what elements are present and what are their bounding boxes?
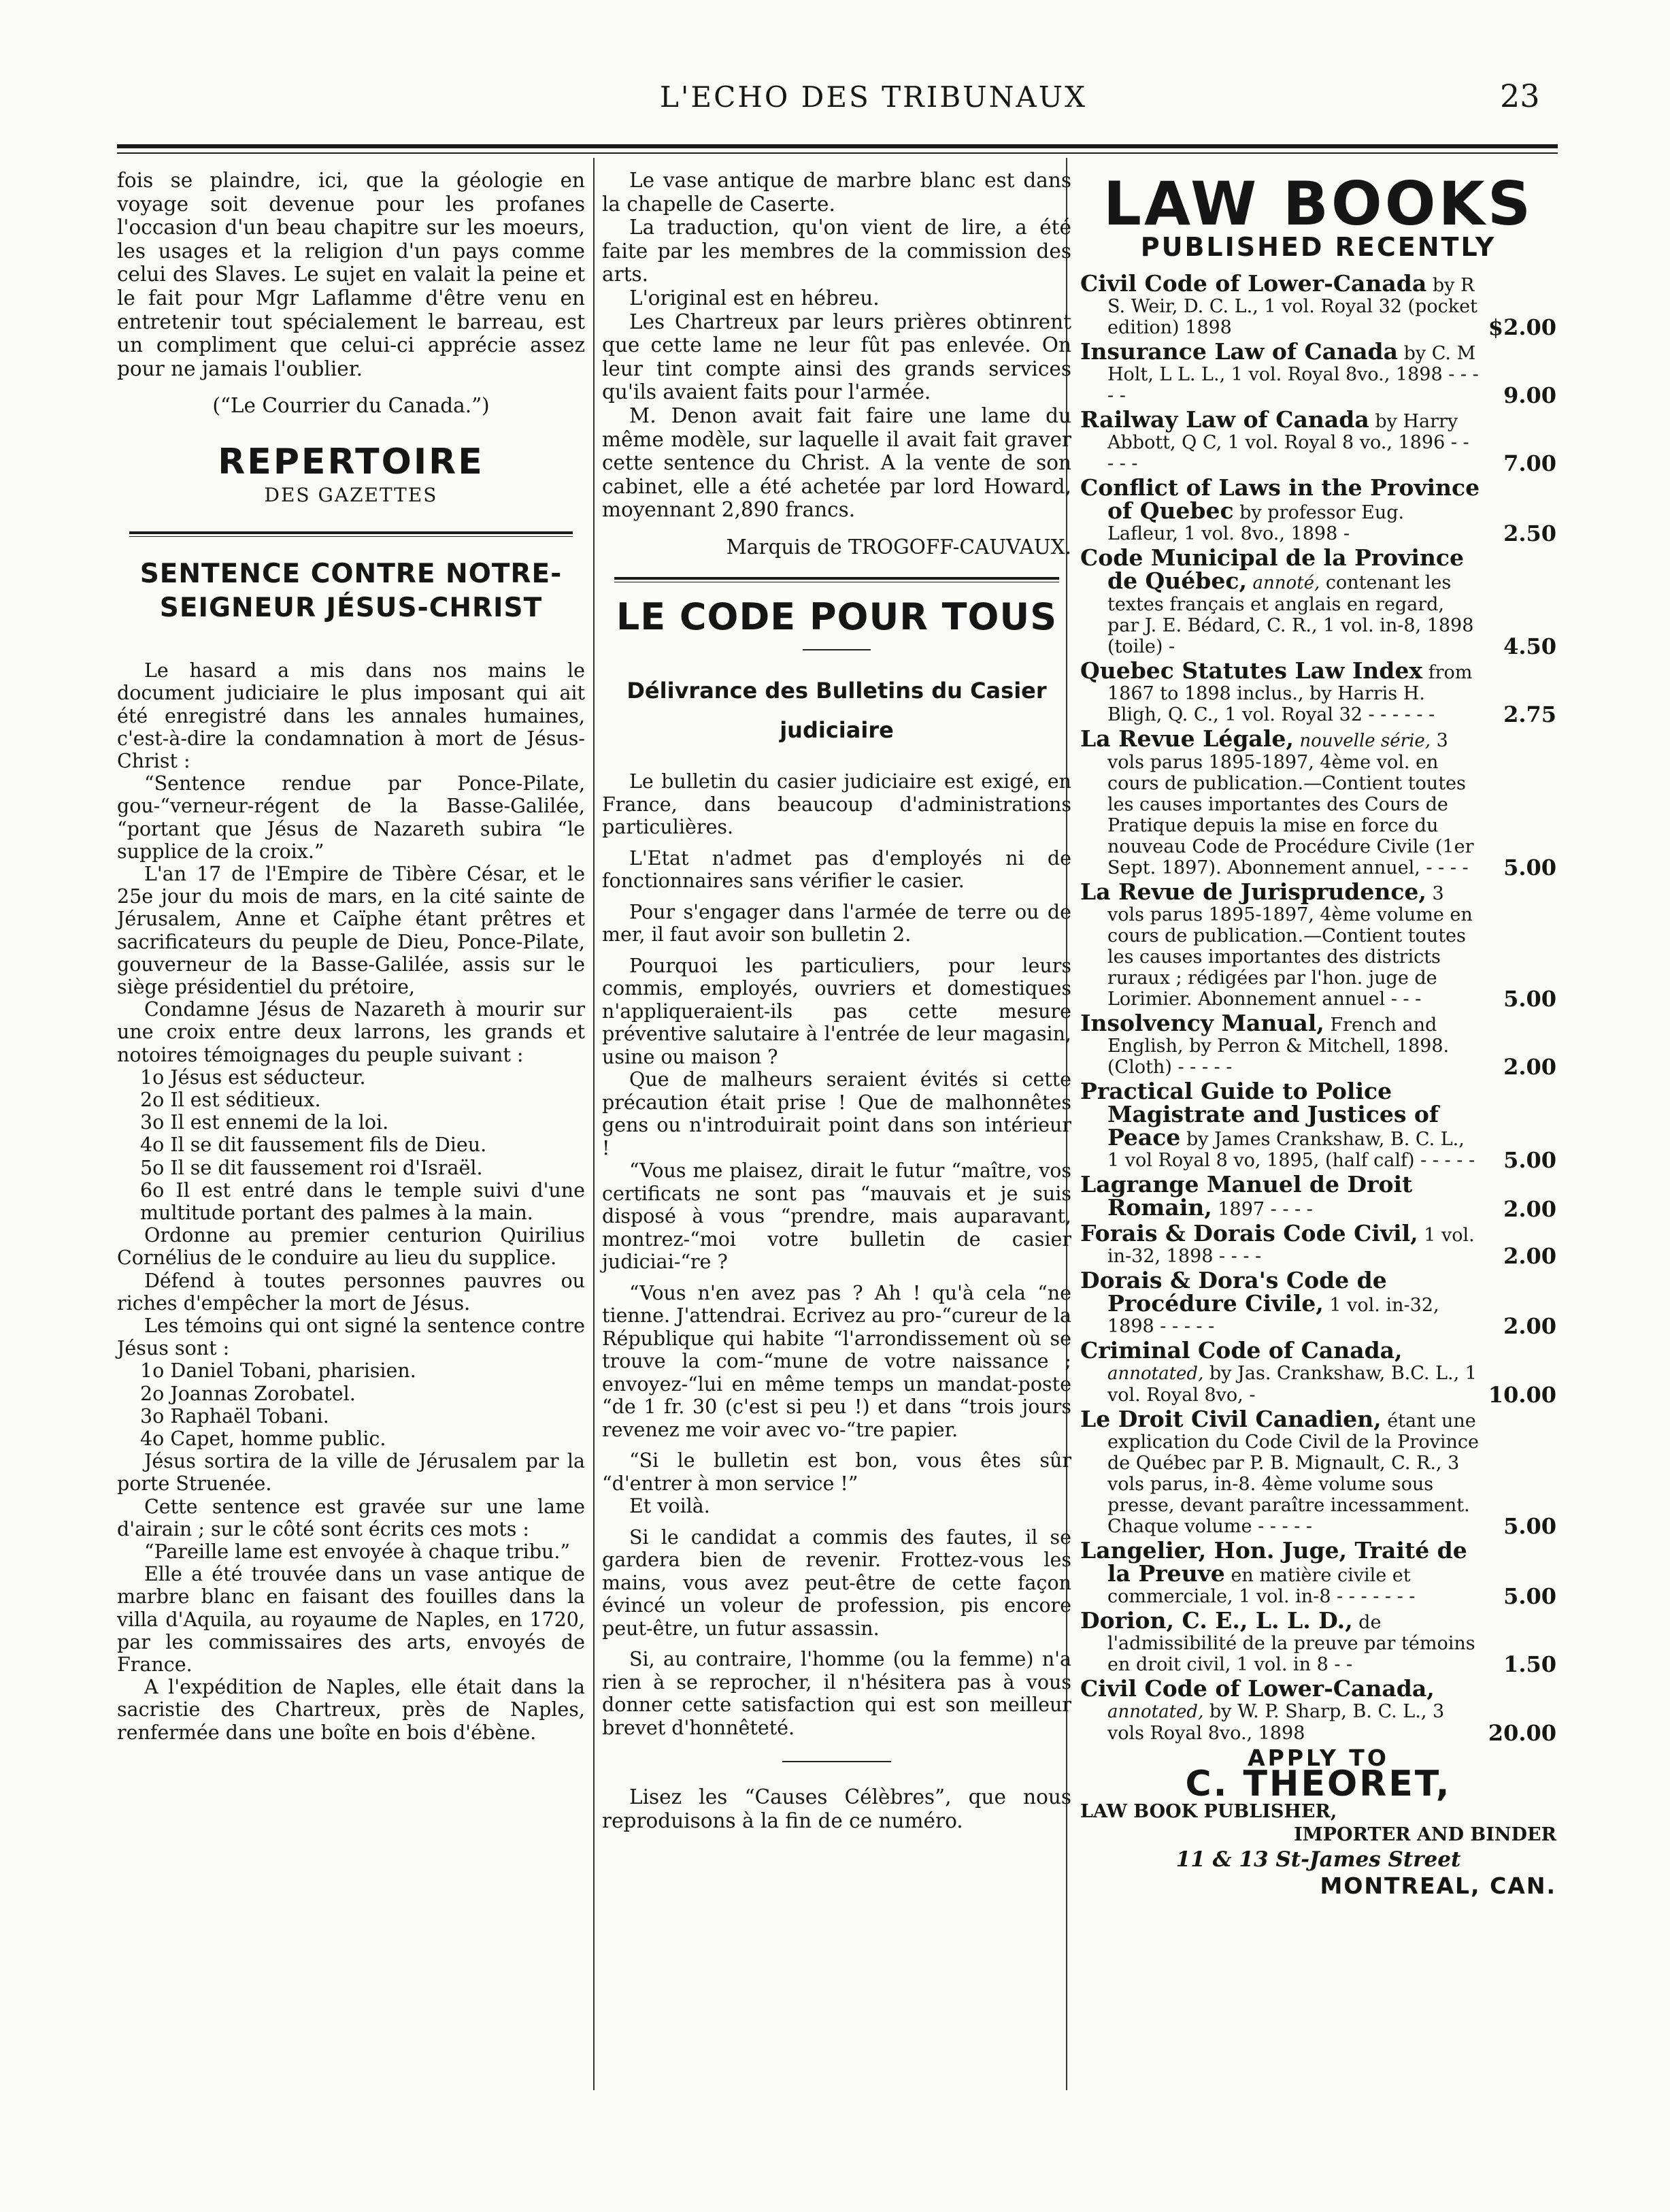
column-2	[602, 169, 1071, 1832]
publisher-city: MONTREAL, CAN.	[1320, 1872, 1556, 1899]
signature: Marquis de TROGOFF-CAUVAUX.	[726, 535, 1071, 559]
book-note: nouvelle série,	[1299, 730, 1431, 751]
book-entry	[1080, 544, 1556, 659]
paragraph: L'Etat n'admet pas d'employés ni de fonctionnaires sans vérifier le casier.	[602, 846, 1071, 893]
paragraph: Si le candidat a commis des fautes, il se gardera bien de revenir. Frottez-vous les mains, vous avez peut-être de cette façon évincé un voleur de profession, pis encore peut-être, un futur assassin.	[602, 1525, 1071, 1640]
book-price: 10.00	[1488, 1381, 1556, 1408]
section-separator	[614, 577, 1059, 580]
book-price: 4.50	[1503, 633, 1556, 659]
book-list	[1080, 269, 1556, 1746]
book-title: Langelier, Hon. Juge, Traité de la Preuve	[1080, 1536, 1467, 1587]
list-item: 6o Il est entré dans le temple suivi d'une multitude portant des palmes à la main.	[140, 1178, 585, 1224]
book-price: 7.00	[1503, 450, 1556, 476]
paragraph: M. Denon avait fait faire une lame du même modèle, sur laquelle il avait fait graver cette sentence du Christ. A la vente de son cabinet, elle a été achetée par lord Howard, moyennant 2,890 francs.	[602, 403, 1071, 522]
book-title: La Revue de Jurisprudence,	[1080, 878, 1426, 905]
book-description	[1080, 474, 1480, 544]
paragraph: Le hasard a mis dans nos mains le document judiciaire le plus imposant qui ait été enregistré dans les annales humaines, c'est-à-dire la condamnation à mort de Jésus-Christ :	[117, 659, 585, 772]
law-books-title: LAW BOOKS	[1103, 169, 1534, 239]
book-title: Insurance Law of Canada	[1080, 337, 1398, 365]
book-note: annotated,	[1107, 1363, 1204, 1384]
code-heading: LE CODE POUR TOUS	[616, 595, 1058, 638]
book-details: by R S. Weir, D. C. L., 1 vol. Royal 32 (pocket edition) 1898	[1107, 274, 1477, 338]
book-title: Conflict of Laws in the Province of Quebec	[1080, 474, 1480, 524]
book-description	[1080, 1170, 1480, 1221]
book-title: Dorion, C. E., L. L. D.,	[1080, 1606, 1353, 1634]
list-item: 3o Il est ennemi de la loi.	[140, 1111, 389, 1134]
paragraph: Cette sentence est gravée sur une lame d'airain ; sur le côté sont écrits ces mots :	[117, 1495, 585, 1540]
book-details: by W. P. Sharp, B. C. L., 3 vols Royal 8vo., 1898	[1107, 1700, 1445, 1744]
book-description	[1080, 1606, 1480, 1675]
list-item: 2o Il est séditieux.	[140, 1088, 321, 1111]
book-description	[1080, 1219, 1480, 1267]
book-details: from 1867 to 1898 inclus., by Harris H. Bligh, Q. C., 1 vol. Royal 32 - - - - - -	[1107, 661, 1473, 725]
column-divider-left	[593, 158, 595, 2090]
source-credit: (“Le Courrier du Canada.”)	[212, 394, 490, 418]
book-title: Le Droit Civil Canadien,	[1080, 1405, 1382, 1432]
page-header-title: L'ECHO DES TRIBUNAUX	[660, 80, 1087, 114]
short-rule	[803, 649, 871, 650]
book-description	[1080, 337, 1480, 406]
book-details: en matière civile et commerciale, 1 vol. in-8 - - - - - - -	[1107, 1564, 1416, 1607]
book-description	[1080, 406, 1480, 474]
book-price: 2.50	[1503, 520, 1556, 546]
book-description	[1080, 657, 1480, 725]
book-details: contenant les textes français et anglais en regard, par J. E. Bédard, C. R., 1 vol. in-8, 1898 (toile) -	[1107, 572, 1474, 657]
paragraph: Et voilà.	[629, 1495, 710, 1518]
book-title: Civil Code of Lower-Canada	[1080, 269, 1427, 297]
publisher-line-2: IMPORTER AND BINDER	[1294, 1823, 1556, 1845]
paragraph: Ordonne au premier centurion Quirilius Cornélius de le conduire au lieu du supplice.	[117, 1224, 585, 1270]
book-entry	[1080, 337, 1556, 408]
paragraph: Elle a été trouvée dans un vase antique de marbre blanc en faisant des fouilles dans la villa d'Aquila, au royaume de Naples, en 1720, par les commissaires des arts, envoyés de France.	[117, 1563, 585, 1677]
list-item: 3o Raphaël Tobani.	[140, 1404, 329, 1427]
book-price: 5.00	[1503, 985, 1556, 1012]
paragraph: “Vous n'en avez pas ? Ah ! qu'à cela “ne tienne. J'attendrai. Ecrivez au pro-“cureur de la République qui habite “l'arrondissement où se trouve la com-“mune de votre naissance ; envoyez-“lui en même temps un mandat-poste “de 1 fr. 30 (c'est si peu !) et dans “trois jours revenez me voir avec vo-“tre papier.	[602, 1281, 1071, 1441]
page-number: 23	[1500, 78, 1540, 114]
book-title: Criminal Code of Canada,	[1080, 1336, 1403, 1364]
column-1	[117, 169, 585, 1744]
book-price: 5.00	[1503, 1513, 1556, 1539]
paragraph: L'original est en hébreu.	[629, 286, 880, 310]
book-entry	[1080, 1674, 1556, 1746]
book-details: 1897 - - - -	[1212, 1198, 1313, 1220]
book-details: by Jas. Crankshaw, B.C. L., 1 vol. Royal 8vo, -	[1107, 1362, 1477, 1406]
paragraph: Que de malheurs seraient évités si cette précaution était prise ! Que de malhonnêtes gens ou n'introduirait point dans son intérieur !	[602, 1068, 1071, 1159]
book-title: Civil Code of Lower-Canada,	[1080, 1674, 1435, 1702]
paragraph: Si, au contraire, l'homme (ou la femme) n'a rien à se reprocher, il n'hésitera pas à vous donner cette satisfaction qui est son meilleur brevet d'honnêteté.	[602, 1648, 1071, 1739]
book-title: Code Municipal de la Province de Québec,	[1080, 544, 1464, 594]
book-entry	[1080, 1606, 1556, 1677]
book-details: 3 vols parus 1895-1897, 4ème volume en cours de publication.—Contient toutes les causes importantes des districts ruraux ; rédigées par l'hon. juge de Lorimier. Abonnement annuel - - -	[1107, 882, 1473, 1010]
sentence-heading: SENTENCE CONTRE NOTRE-SEIGNEUR JÉSUS-CHRIST	[139, 559, 563, 624]
paragraph: Les Chartreux par leurs prières obtinrent que cette lame ne leur fût pas enlevée. On leur tint compte ainsi des grands services qu'ils avaient faits pour l'armée.	[602, 310, 1071, 404]
book-entry	[1080, 1266, 1556, 1339]
book-title: Insolvency Manual,	[1080, 1009, 1324, 1036]
book-entry	[1080, 1009, 1556, 1080]
paragraph: Pourquoi les particuliers, pour leurs commis, employés, ouvriers et domestiques n'appliqueraient-ils pas cette mesure préventive salutaire à l'entrée de leur magasin, usine ou maison ?	[602, 954, 1071, 1068]
apply-to: APPLY TO	[1248, 1744, 1389, 1771]
book-details: by C. M Holt, L L. L., 1 vol. Royal 8vo., 1898 - - - - -	[1107, 342, 1479, 406]
repertoire-heading: REPERTOIRE	[218, 441, 484, 482]
book-description	[1080, 1077, 1480, 1171]
book-details: 1 vol. in-32, 1898 - - - -	[1107, 1224, 1475, 1267]
paragraph: Condamne Jésus de Nazareth à mourir sur une croix entre deux larrons, les grands et notoires témoignages du peuple suivant :	[117, 998, 585, 1066]
footer-note: Lisez les “Causes Célèbres”, que nous reproduisons à la fin de ce numéro.	[602, 1785, 1071, 1832]
book-entry	[1080, 1170, 1556, 1222]
book-entry	[1080, 474, 1556, 546]
header-rule	[117, 144, 1558, 148]
book-details: by professor Eug. Lafleur, 1 vol. 8vo., 1898 -	[1107, 501, 1405, 544]
book-entry	[1080, 1405, 1556, 1539]
book-title: Forais & Dorais Code Civil,	[1080, 1219, 1418, 1247]
book-title: Lagrange Manuel de Droit Romain,	[1080, 1170, 1413, 1221]
book-title: Practical Guide to Police Magistrate and Justices of Peace	[1080, 1077, 1439, 1151]
book-entry	[1080, 1077, 1556, 1173]
paragraph: Pour s'engager dans l'armée de terre ou de mer, il faut avoir son bulletin 2.	[602, 900, 1071, 946]
paragraph: “Pareille lame est envoyée à chaque tribu.”	[144, 1540, 570, 1564]
book-description	[1080, 544, 1480, 657]
paragraph: Jésus sortira de la ville de Jérusalem par la porte Struenée.	[117, 1450, 585, 1496]
paragraph: “Sentence rendue par Ponce-Pilate, gou-“verneur-régent de la Basse-Galilée, “portant que Jésus de Nazareth subira “le supplice de la croix.”	[117, 772, 585, 863]
book-title: Railway Law of Canada	[1080, 406, 1369, 433]
section-separator	[129, 531, 573, 534]
book-entry	[1080, 406, 1556, 476]
book-entry	[1080, 657, 1556, 727]
book-price: 2.75	[1503, 701, 1556, 727]
law-books-subtitle: PUBLISHED RECENTLY	[1140, 232, 1497, 262]
list-item: 1o Daniel Tobani, pharisien.	[140, 1359, 416, 1383]
book-description	[1080, 269, 1480, 338]
book-description	[1080, 878, 1480, 1010]
book-entry	[1080, 1536, 1556, 1609]
book-price: 20.00	[1488, 1719, 1556, 1746]
book-title: Quebec Statutes Law Index	[1080, 657, 1423, 684]
paragraph: Le bulletin du casier judiciaire est exigé, en France, dans beaucoup d'administrations particulières.	[602, 770, 1071, 839]
list-item: 2o Joannas Zorobatel.	[140, 1382, 356, 1405]
paragraph: “Si le bulletin est bon, vous êtes sûr “d'entrer à mon service !”	[602, 1449, 1071, 1495]
book-details: by James Crankshaw, B. C. L., 1 vol Royal 8 vo, 1895, (half calf) - - - - -	[1107, 1128, 1475, 1171]
book-details: de l'admissibilité de la preuve par témoins en droit civil, 1 vol. in 8 - -	[1107, 1611, 1475, 1675]
paragraph: L'an 17 de l'Empire de Tibère César, et le 25e jour du mois de mars, en la cité sainte de Jérusalem, Anne et Caïphe étant prêtres et sacrificateurs du peuple de Dieu, Ponce-Pilate, gouverneur de la Basse-Galilée, assis sur le siège présidentiel du prétoire,	[117, 862, 585, 998]
book-price: 2.00	[1503, 1195, 1556, 1222]
paragraph: “Vous me plaisez, dirait le futur “maître, vos certificats ne sont pas “mauvais et je suis disposé à vous “prendre, mais auparavant, montrez-“moi votre bulletin de casier judiciai-“re ?	[602, 1159, 1071, 1274]
book-price: $2.00	[1488, 314, 1556, 340]
paragraph: Défend à toutes personnes pauvres ou riches d'empêcher la mort de Jésus.	[117, 1269, 585, 1315]
paragraph: A l'expédition de Naples, elle était dans la sacristie des Chartreux, près de Naples, renfermée dans une boîte en bois d'ébène.	[117, 1676, 585, 1744]
publisher-name: C. THEORET,	[1185, 1764, 1452, 1805]
book-price: 5.00	[1503, 1146, 1556, 1173]
publisher-line-1: LAW BOOK PUBLISHER,	[1080, 1800, 1337, 1822]
paragraph: Le vase antique de marbre blanc est dans la chapelle de Caserte.	[602, 169, 1071, 216]
book-description	[1080, 1674, 1480, 1744]
short-rule	[782, 1761, 891, 1762]
list-item: 4o Il se dit faussement fils de Dieu.	[140, 1134, 487, 1157]
paragraph: La traduction, qu'on vient de lire, a été faite par les membres de la commission des arts.	[602, 216, 1071, 286]
book-title: La Revue Légale,	[1080, 725, 1294, 752]
book-entry	[1080, 1219, 1556, 1269]
publisher-address: 11 & 13 St-James Street	[1175, 1847, 1461, 1872]
book-description	[1080, 1405, 1480, 1537]
header-rule-thin	[117, 152, 1558, 154]
book-description	[1080, 1536, 1480, 1607]
book-entry	[1080, 269, 1556, 340]
repertoire-subheading: DES GAZETTES	[264, 483, 438, 506]
book-note: annotated,	[1107, 1701, 1204, 1722]
book-price: 5.00	[1503, 854, 1556, 880]
column-3-advertisement	[1080, 169, 1556, 1900]
paragraph: Les témoins qui ont signé la sentence contre Jésus sont :	[117, 1315, 585, 1360]
book-description	[1080, 1009, 1480, 1078]
book-entry	[1080, 878, 1556, 1012]
book-description	[1080, 1336, 1480, 1406]
book-price: 9.00	[1503, 382, 1556, 408]
list-item: 4o Capet, homme public.	[140, 1427, 386, 1451]
book-details: French and English, by Perron & Mitchell, 1898. (Cloth) - - - - -	[1107, 1014, 1450, 1078]
book-details: 3 vols parus 1895-1897, 4ème vol. en cours de publication.—Contient toutes les causes importantes des Cours de Pratique depuis la mise en force du nouveau Code de Procédure Civile (1er Sept. 1897). Abonnement annuel, - - - -	[1107, 729, 1474, 878]
book-price: 2.00	[1503, 1313, 1556, 1339]
book-price: 1.50	[1503, 1651, 1556, 1677]
article-text: fois se plaindre, ici, que la géologie en voyage soit devenue pour les profanes l'occasion d'un beau chapitre sur les moeurs, les usages et la religion d'un pays comme celui des Slaves. Le sujet en valait la peine et le fait pour Mgr Laflamme d'être venu en entretenir tout spécialement le barreau, est un compliment que celui-ci apprécie assez pour ne jamais l'oublier.	[117, 169, 585, 380]
book-entry	[1080, 1336, 1556, 1408]
book-price: 5.00	[1503, 1583, 1556, 1609]
code-subheading: Délivrance des Bulletins du Casier judiciaire	[627, 678, 1047, 744]
book-title: Dorais & Dora's Code de Procédure Civile,	[1080, 1266, 1387, 1317]
book-details: by Harry Abbott, Q C, 1 vol. Royal 8 vo., 1896 - - - - -	[1107, 410, 1469, 474]
book-details: étant une explication du Code Civil de la Province de Québec par P. B. Mignault, C. R., 3 vols parus, in-8. 4ème volume sous presse, devant paraître incessamment. Chaque volume - - - - -	[1107, 1410, 1479, 1537]
book-entry	[1080, 725, 1556, 880]
list-item: 1o Jésus est séducteur.	[140, 1066, 366, 1089]
list-item: 5o Il se dit faussement roi d'Israël.	[140, 1156, 483, 1179]
book-note: annoté,	[1252, 572, 1320, 593]
book-description	[1080, 725, 1480, 878]
book-price: 2.00	[1503, 1242, 1556, 1269]
book-price: 2.00	[1503, 1053, 1556, 1080]
book-details: 1 vol. in-32, 1898 - - - - -	[1107, 1294, 1439, 1337]
book-description	[1080, 1266, 1480, 1337]
